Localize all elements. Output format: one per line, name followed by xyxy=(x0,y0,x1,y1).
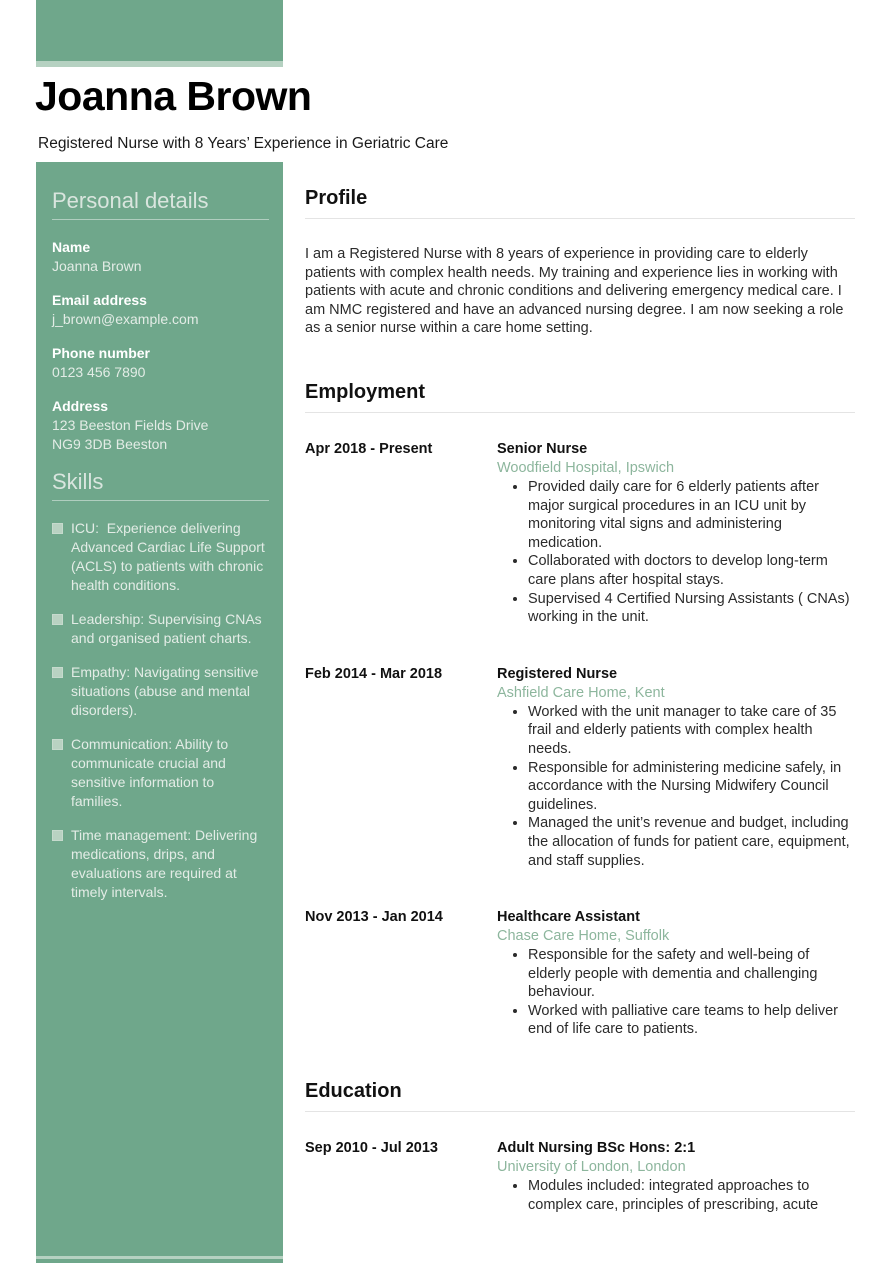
skill-text: Time management: Delivering medications, drips, and evaluations are required at timely intervals. xyxy=(71,827,262,900)
skill-text: ICU: Experience delivering Advanced Cardiac Life Support (ACLS) to patients with chronic health conditions. xyxy=(71,520,269,593)
entry-bullet: • Worked with palliative care teams to help deliver end of life care to patients. xyxy=(528,1002,855,1039)
entry-bullet: • Supervised 4 Certified Nursing Assistants ( CNAs) working in the unit. xyxy=(528,590,855,627)
education-entry xyxy=(305,1139,855,1214)
field-label: Name xyxy=(52,239,91,255)
skill-item xyxy=(52,735,269,811)
entry-organisation: Chase Care Home, Suffolk xyxy=(497,928,670,945)
candidate-tagline: Registered Nurse with 8 Years’ Experience in Geriatric Care xyxy=(38,135,449,152)
field-label: Phone number xyxy=(52,345,151,361)
header-accent-block-main xyxy=(36,0,283,61)
entry-dates: Feb 2014 - Mar 2018 xyxy=(305,665,443,682)
entry-bullet: • Modules included: integrated approaches to complex care, principles of prescribing, acute xyxy=(528,1177,855,1214)
employment-entry xyxy=(305,908,855,1039)
entry-role: Healthcare Assistant xyxy=(497,909,640,926)
section-divider xyxy=(305,1111,855,1112)
entry-dates: Apr 2018 - Present xyxy=(305,441,433,457)
entry-bullet-list xyxy=(497,1177,855,1214)
candidate-name: Joanna Brown xyxy=(35,73,312,119)
square-bullet-icon xyxy=(52,830,63,841)
entry-role: Senior Nurse xyxy=(497,441,588,457)
employment-entries xyxy=(305,440,855,1039)
personal-field-address xyxy=(52,397,269,454)
personal-details-section xyxy=(52,188,269,454)
profile-title: Profile xyxy=(305,187,368,209)
skill-text: Empathy: Navigating sensitive situations (abuse and mental disorders). xyxy=(71,664,263,718)
education-section xyxy=(305,1079,855,1252)
skill-text: Communication: Ability to communicate crucial and sensitive information to families. xyxy=(71,736,233,809)
entry-bullet-list xyxy=(497,703,855,870)
entry-bullet-list xyxy=(497,478,855,627)
skills-list xyxy=(52,519,269,902)
education-entries xyxy=(305,1139,855,1214)
personal-field-name xyxy=(52,238,269,276)
entry-body xyxy=(497,908,855,1039)
sidebar-divider xyxy=(52,219,269,220)
education-title: Education xyxy=(305,1080,402,1102)
square-bullet-icon xyxy=(52,667,63,678)
entry-body xyxy=(497,1139,855,1214)
field-value: j_brown@example.com xyxy=(52,311,199,327)
square-bullet-icon xyxy=(52,523,63,534)
entry-bullet: • Responsible for administering medicine safely, in accordance with the Nursing Midwifery Council guidelines. xyxy=(528,759,855,815)
field-value: 0123 456 7890 xyxy=(52,364,146,380)
employment-title: Employment xyxy=(305,381,426,403)
entry-body xyxy=(497,665,855,870)
skill-item xyxy=(52,519,269,595)
field-label: Email address xyxy=(52,292,147,308)
entry-bullet: • Managed the unit’s revenue and budget, including the allocation of funds for patient care, equipment, and staff supplies. xyxy=(528,814,855,870)
employment-entry xyxy=(305,665,855,870)
field-value: NG9 3DB Beeston xyxy=(52,436,168,452)
profile-section xyxy=(305,186,855,338)
skill-item xyxy=(52,610,269,648)
skill-text: Leadership: Supervising CNAs and organised patient charts. xyxy=(71,611,266,646)
section-divider xyxy=(305,412,855,413)
sidebar-bottom-strip-green xyxy=(36,1259,283,1263)
skill-item xyxy=(52,826,269,902)
entry-bullet: • Responsible for the safety and well-being of elderly people with dementia and challenging behaviour. xyxy=(528,946,855,1002)
entry-bullet: • Provided daily care for 6 elderly patients after major surgical procedures in an ICU unit by monitoring vital signs and administering medication. xyxy=(528,478,855,552)
entry-dates: Sep 2010 - Jul 2013 xyxy=(305,1140,438,1156)
entry-organisation: Ashfield Care Home, Kent xyxy=(497,684,665,701)
skills-title: Skills xyxy=(52,469,104,494)
header-accent-block-strip xyxy=(36,61,283,67)
sidebar xyxy=(36,162,283,1256)
entry-dates: Nov 2013 - Jan 2014 xyxy=(305,909,443,926)
profile-text: I am a Registered Nurse with 8 years of experience in providing care to elderly patients with complex health needs. My training and experience lies in working with patients with acute and chronic conditions and delivering emergency medical care. I am NMC registered and have an advanced nursing degree. I am now seeking a role as a senior nurse within a care home setting. xyxy=(305,246,844,337)
sidebar-divider xyxy=(52,500,269,501)
entry-bullet-list xyxy=(497,946,855,1039)
entry-body xyxy=(497,440,855,627)
skill-item xyxy=(52,663,269,720)
personal-field-phone xyxy=(52,344,269,382)
employment-section xyxy=(305,380,855,1077)
employment-entry xyxy=(305,440,855,627)
entry-organisation: Woodfield Hospital, Ipswich xyxy=(497,460,675,476)
personal-details-title: Personal details xyxy=(52,188,209,213)
square-bullet-icon xyxy=(52,614,63,625)
skills-section xyxy=(52,469,269,902)
entry-degree: Adult Nursing BSc Hons: 2:1 xyxy=(497,1140,696,1156)
field-value: 123 Beeston Fields Drive xyxy=(52,417,209,433)
field-label: Address xyxy=(52,398,109,414)
entry-role: Registered Nurse xyxy=(497,665,618,682)
entry-bullet: • Worked with the unit manager to take care of 35 frail and elderly patients with complex health needs. xyxy=(528,703,855,759)
section-divider xyxy=(305,218,855,219)
field-value: Joanna Brown xyxy=(52,258,142,274)
header-accent-block xyxy=(36,0,283,67)
personal-field-email xyxy=(52,291,269,329)
square-bullet-icon xyxy=(52,739,63,750)
entry-bullet: • Collaborated with doctors to develop long-term care plans after hospital stays. xyxy=(528,552,855,589)
entry-organisation: University of London, London xyxy=(497,1159,686,1175)
